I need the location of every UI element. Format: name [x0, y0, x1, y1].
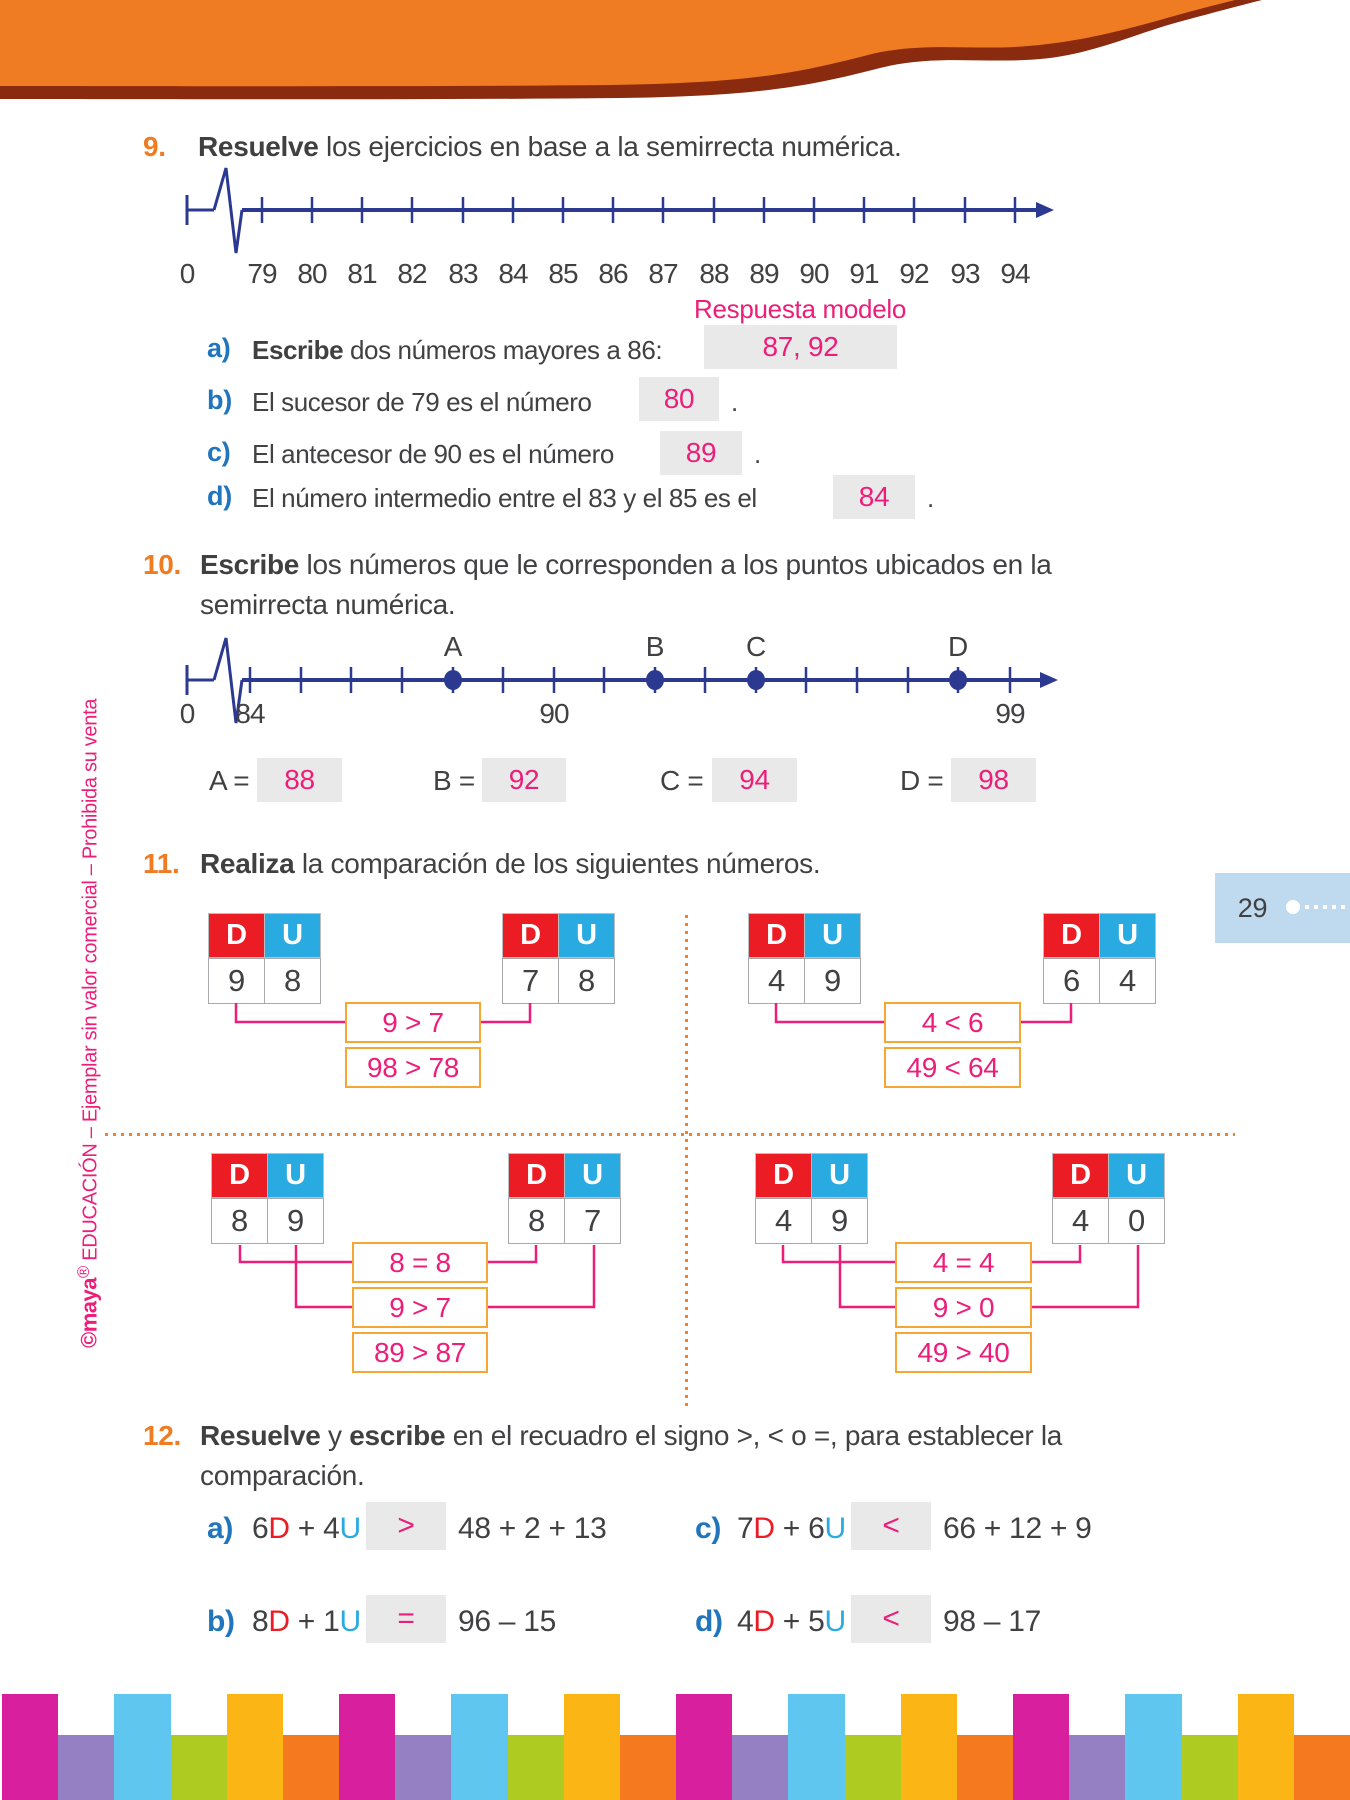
tens-value: 4 — [1052, 1198, 1109, 1244]
ex12-item-letter: a) — [207, 1512, 234, 1545]
fence-bar — [1013, 1694, 1069, 1800]
fence-bar — [1069, 1735, 1125, 1800]
fence-bar — [2, 1694, 58, 1800]
tens-header: D — [208, 913, 265, 958]
answer-value: 88 — [284, 764, 315, 795]
units-header: U — [264, 913, 321, 958]
compare-result-box: 49 < 64 — [884, 1047, 1021, 1088]
ex9-tick-label: 80 — [297, 258, 327, 289]
ex10-point-label: D — [948, 631, 968, 662]
compare-result-box: 89 > 87 — [352, 1332, 488, 1373]
ex9-item-letter: c) — [207, 437, 231, 467]
ex12-expression-left: 8D + 1U — [252, 1605, 361, 1638]
ex12-expression-left: 7D + 6U — [737, 1512, 846, 1545]
ex12-item-letter: b) — [207, 1605, 235, 1638]
compare-result-box: 49 > 40 — [895, 1332, 1032, 1373]
ex9-tick-label: 93 — [950, 258, 980, 289]
units-letter: U — [824, 1605, 846, 1638]
compare-step-box: 4 = 4 — [895, 1242, 1032, 1283]
comparison-sign: < — [882, 1509, 900, 1542]
fence-bar — [508, 1735, 564, 1800]
ex10-title: Escribe los números que le corresponden a los puntos ubicados en la — [200, 549, 1052, 580]
fence-bar — [1125, 1694, 1181, 1800]
tens-header: D — [508, 1153, 565, 1198]
compare-step-box: 8 = 8 — [352, 1242, 488, 1283]
units-value: 9 — [804, 958, 861, 1004]
ex9-tick-label: 90 — [799, 258, 829, 289]
units-letter: U — [339, 1605, 361, 1638]
comparison-sign: < — [882, 1602, 900, 1635]
tens-header: D — [748, 913, 805, 958]
ex9-answer-box-b — [639, 377, 719, 421]
units-letter: U — [339, 1512, 361, 1545]
compare-step-box: 9 > 7 — [345, 1002, 481, 1043]
ex9-item-text: El antecesor de 90 es el número — [252, 439, 614, 469]
ex9-answer-box-a — [704, 325, 897, 369]
ex10-start-label: 84 — [235, 698, 265, 729]
period: . — [754, 439, 761, 469]
ex9-tick-label: 92 — [899, 258, 929, 289]
ex10-answer-label: C = — [660, 765, 704, 796]
fence-bar — [732, 1735, 788, 1800]
ex10-answer-box-D — [951, 758, 1036, 802]
tens-value: 6 — [1043, 958, 1100, 1004]
ex12-expression-right: 66 + 12 + 9 — [943, 1512, 1092, 1545]
tens-header: D — [502, 913, 559, 958]
ex10-point-label: B — [645, 631, 665, 662]
ex9-tick-label: 82 — [397, 258, 427, 289]
units-value: 9 — [267, 1198, 324, 1244]
compare-step-box: 9 > 7 — [352, 1287, 488, 1328]
ex9-tick-label: 91 — [849, 258, 879, 289]
publisher-logo: ©maya — [76, 1278, 102, 1348]
ex9-answer-box-d — [833, 475, 915, 519]
units-value: 8 — [558, 958, 615, 1004]
ex10-number: 10. — [143, 549, 182, 580]
fence-bar — [901, 1694, 957, 1800]
ex9-item-letter: d) — [207, 481, 232, 511]
ex9-answer-box-c — [660, 431, 742, 475]
units-value: 9 — [811, 1198, 868, 1244]
answer-value: 80 — [663, 383, 695, 414]
ex9-tick-label: 79 — [247, 258, 277, 289]
point-dot-C — [747, 670, 765, 690]
ex12-expression-right: 48 + 2 + 13 — [458, 1512, 607, 1545]
period: . — [927, 483, 934, 513]
units-value: 7 — [564, 1198, 621, 1244]
point-dot-A — [444, 670, 462, 690]
ex9-title: Resuelve los ejercicios en base a la semirrecta numérica. — [198, 131, 902, 162]
units-header: U — [811, 1153, 868, 1198]
ex12-expression-right: 96 – 15 — [458, 1605, 556, 1638]
page-number: 29 — [1237, 893, 1268, 923]
tens-letter: D — [753, 1512, 775, 1545]
ex9-item-text: Escribe dos números mayores a 86: — [252, 335, 663, 365]
fence-bar — [620, 1735, 676, 1800]
registered-mark: ® — [74, 1266, 93, 1279]
ex12-title: Resuelve y escribe en el recuadro el signo >, < o =, para establecer la — [200, 1420, 1063, 1451]
fence-bar — [1182, 1735, 1238, 1800]
ex9-item-text: El número intermedio entre el 83 y el 85 es el — [252, 483, 757, 513]
answer-value: 92 — [508, 764, 540, 795]
tens-header: D — [211, 1153, 268, 1198]
ex10-answer-box-C — [712, 758, 797, 802]
ex9-tick-label: 81 — [347, 258, 377, 289]
fence-bar — [957, 1735, 1013, 1800]
compare-step-box: 4 < 6 — [884, 1002, 1021, 1043]
units-value: 4 — [1099, 958, 1156, 1004]
ex10-answer-label: B = — [433, 765, 475, 796]
tens-value: 4 — [748, 958, 805, 1004]
ex12-title-line2: comparación. — [200, 1460, 365, 1491]
fence-bar — [171, 1735, 227, 1800]
units-letter: U — [824, 1512, 846, 1545]
fence-bar — [564, 1694, 620, 1800]
ex10-end-label: 99 — [995, 698, 1025, 729]
ex12-item-letter: d) — [695, 1605, 723, 1638]
fence-bar — [1238, 1694, 1294, 1800]
tens-header: D — [1052, 1153, 1109, 1198]
fence-bar — [227, 1694, 283, 1800]
tens-value: 4 — [755, 1198, 812, 1244]
ex10-origin-label: 0 — [179, 698, 195, 729]
ex9-tick-label: 86 — [598, 258, 628, 289]
tens-value: 7 — [502, 958, 559, 1004]
fence-bar — [676, 1694, 732, 1800]
ex10-mid-label: 90 — [539, 698, 569, 729]
ex12-sign-box-a — [366, 1502, 446, 1550]
ex9-item-letter: b) — [207, 385, 232, 415]
ex12-number: 12. — [143, 1420, 182, 1451]
ex12-expression-left: 6D + 4U — [252, 1512, 361, 1545]
ex9-tick-label: 89 — [749, 258, 779, 289]
ex10-answer-box-B — [482, 758, 566, 802]
ex10-answer-label: D = — [900, 765, 944, 796]
ex9-number: 9. — [143, 131, 166, 162]
answer-value: 94 — [739, 764, 770, 795]
units-header: U — [804, 913, 861, 958]
units-header: U — [1099, 913, 1156, 958]
ex9-tick-label: 94 — [1000, 258, 1030, 289]
fence-bar — [845, 1735, 901, 1800]
ex9-tick-label: 83 — [448, 258, 478, 289]
ex9-origin-label: 0 — [179, 258, 195, 289]
fence-bar — [1294, 1735, 1350, 1800]
fence-bar — [339, 1694, 395, 1800]
fence-bar — [114, 1694, 170, 1800]
ex11-title: Realiza la comparación de los siguientes números. — [200, 848, 821, 879]
period: . — [731, 387, 738, 417]
ex12-expression-right: 98 – 17 — [943, 1605, 1041, 1638]
ex9-tick-label: 85 — [548, 258, 578, 289]
compare-step-box: 9 > 0 — [895, 1287, 1032, 1328]
ex12-expression-left: 4D + 5U — [737, 1605, 846, 1638]
units-header: U — [1108, 1153, 1165, 1198]
fence-bar — [395, 1735, 451, 1800]
answer-value: 89 — [685, 437, 717, 468]
ex11-number: 11. — [143, 848, 180, 879]
ex12-sign-box-d — [851, 1595, 931, 1643]
ex10-answer-box-A — [257, 758, 342, 802]
tens-header: D — [1043, 913, 1100, 958]
ex9-item-letter: a) — [207, 333, 231, 363]
fence-bar — [451, 1694, 507, 1800]
units-header: U — [558, 913, 615, 958]
ex10-point-label: A — [443, 631, 463, 662]
tens-value: 8 — [508, 1198, 565, 1244]
units-value: 0 — [1108, 1198, 1165, 1244]
tens-letter: D — [268, 1605, 290, 1638]
header-wave — [0, 0, 1350, 110]
footer-fence-decoration — [2, 1694, 1350, 1800]
point-dot-D — [949, 670, 967, 690]
ex9-item-text: El sucesor de 79 es el número — [252, 387, 592, 417]
units-header: U — [564, 1153, 621, 1198]
arrow-right-icon — [1036, 202, 1054, 218]
units-header: U — [267, 1153, 324, 1198]
sidebar-imprint-text: EDUCACIÓN – Ejemplar sin valor comercial – Prohibida su venta — [79, 698, 102, 1267]
tens-letter: D — [753, 1605, 775, 1638]
compare-result-box: 98 > 78 — [345, 1047, 481, 1088]
ex12-sign-box-c — [851, 1502, 931, 1550]
ex12-item-letter: c) — [695, 1512, 722, 1545]
ex10-title-line2: semirrecta numérica. — [200, 589, 456, 620]
ex12-sign-box-b — [366, 1595, 446, 1643]
ex9-tick-label: 84 — [498, 258, 528, 289]
compare-connectors — [0, 900, 1350, 1420]
comparison-sign: = — [397, 1602, 415, 1635]
header-wave-orange — [0, 0, 1235, 86]
units-value: 8 — [264, 958, 321, 1004]
answer-value: 98 — [978, 764, 1009, 795]
tens-letter: D — [268, 1512, 290, 1545]
fence-bar — [788, 1694, 844, 1800]
model-answer-label: Respuesta modelo — [694, 294, 906, 324]
tens-header: D — [755, 1153, 812, 1198]
answer-value: 87, 92 — [762, 331, 839, 362]
ex10-answer-label: A = — [209, 765, 250, 796]
ex10-point-label: C — [746, 631, 766, 662]
ex10-numberline — [0, 610, 1350, 770]
ex9-tick-label: 88 — [699, 258, 729, 289]
answer-value: 84 — [858, 481, 890, 512]
tens-value: 9 — [208, 958, 265, 1004]
comparison-sign: > — [397, 1509, 415, 1542]
fence-bar — [58, 1735, 114, 1800]
point-dot-B — [646, 670, 664, 690]
ex9-tick-label: 87 — [648, 258, 678, 289]
fence-bar — [283, 1735, 339, 1800]
arrow-right-icon — [1040, 672, 1058, 688]
tens-value: 8 — [211, 1198, 268, 1244]
